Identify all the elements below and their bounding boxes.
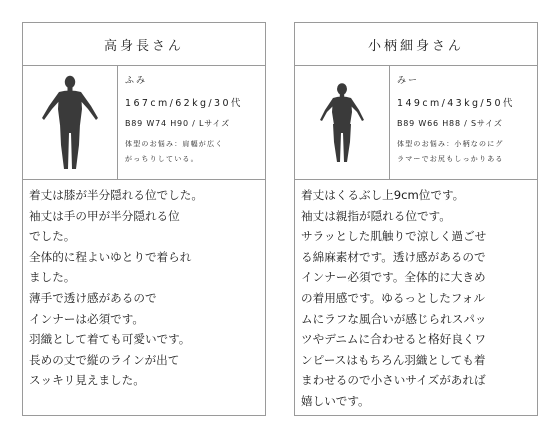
comment-line: 全体的に程よいゆとりで着られ (29, 249, 192, 264)
body-worry (397, 137, 537, 167)
comment-line: サラッとした肌触りで涼しく過ごせ (301, 229, 487, 244)
comment-line: まわせるので小さいサイズがあれば (301, 373, 486, 388)
comment-line: 袖丈は親指が隠れる位です。 (301, 208, 451, 223)
comment-line: 袖丈は手の甲が半分隠れる位 (29, 208, 180, 223)
nickname: ふみ (125, 76, 148, 86)
figure-box (23, 66, 118, 179)
review-comment (295, 180, 537, 412)
review-comment (23, 180, 265, 391)
comment-line: る綿麻素材です。透け感があるので (301, 249, 486, 264)
comment-line: スッキリ見えました。 (29, 373, 145, 388)
comment-line: ました。 (29, 270, 76, 285)
card-title: 小柄細身さん (295, 23, 537, 66)
worry-line: 体型のお悩み：肩幅が広く (125, 140, 224, 148)
body-worry (125, 137, 265, 167)
body-sizes: B89 W66 H88 / Sサイズ (397, 119, 503, 128)
comment-line: の着用感です。ゆるっとしたフォル (301, 290, 485, 305)
profile-info (390, 66, 537, 179)
petite-body-silhouette-icon (314, 81, 370, 165)
worry-line: がっちりしている。 (125, 155, 199, 163)
figure-box (295, 66, 390, 179)
worry-line: ラマーでお尻もしっかりある (397, 155, 504, 163)
nickname: みー (397, 76, 420, 86)
worry-line: 体型のお悩み：小柄なのにグ (397, 140, 504, 148)
body-stats: 167cm/62kg/30代 (125, 98, 243, 109)
comment-line: でした。 (29, 229, 76, 244)
comment-line: 着丈は膝が半分隠れる位でした。 (29, 188, 203, 202)
comment-line: インナー必須です。全体的に大きめ (301, 270, 486, 285)
petite-person-card (294, 22, 538, 416)
profile-row (295, 66, 537, 180)
comment-line: 羽織として着ても可愛いです。 (29, 332, 191, 347)
comment-line: インナーは必須です。 (29, 311, 145, 326)
comment-line: 着丈はくるぶし上9cm位です。 (301, 188, 465, 202)
body-stats: 149cm/43kg/50代 (397, 98, 515, 109)
comment-line: 長めの丈で縦のラインが出て (29, 352, 180, 367)
comment-line: 薄手で透け感があるので (29, 290, 157, 305)
tall-person-card (22, 22, 266, 416)
comment-line: 嬉しいです。 (301, 393, 370, 408)
comment-line: ツやデニムに合わせると格好良くワ (301, 332, 487, 347)
profile-info (118, 66, 265, 179)
tall-body-silhouette-icon (38, 73, 102, 173)
card-title: 高身長さん (23, 23, 265, 66)
comment-line: ンピースはもちろん羽織としても着 (301, 352, 486, 367)
profile-row (23, 66, 265, 180)
comment-line: ムにラフな風合いが感じられスパッ (301, 311, 487, 326)
body-sizes: B89 W74 H90 / Lサイズ (125, 119, 231, 128)
